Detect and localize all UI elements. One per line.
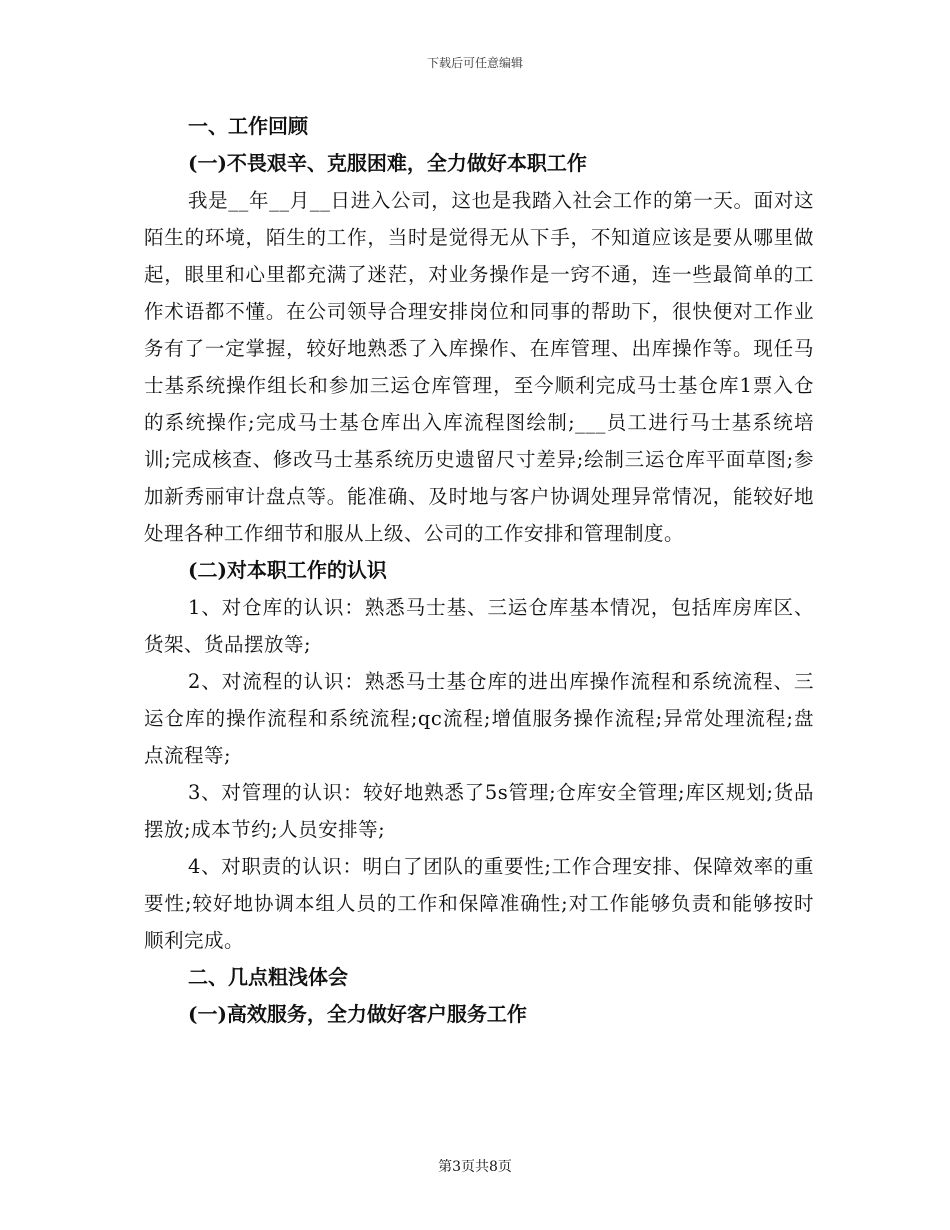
page-number: 第3页共8页 bbox=[438, 1159, 512, 1175]
document-body bbox=[144, 108, 814, 1033]
section-heading-work-review: 一、工作回顾 bbox=[188, 114, 308, 138]
paragraph-intro: 我是__年__月__日进入公司，这也是我踏入社会工作的第一天。面对这陌生的环境，陌生的工作，当时是觉得无从下手，不知道应该是要从哪里做起，眼里和心里都充满了迷茫，对业务操作是一窍不通，连一些最简单的工作术语都不懂。在公司领导合理安排岗位和同事的帮助下，很快便对工作业务有了一定掌握，较好地熟悉了入库操作、在库管理、出库操作等。现任马士基系统操作组长和参加三运仓库管理，至今顺利完成马士基仓库1票入仓的系统操作;完成马士基仓库出入库流程图绘制;___员工进行马士基系统培训;完成核查、修改马士基系统历史遗留尺寸差异;绘制三运仓库平面草图;参加新秀丽审计盘点等。能准确、及时地与客户协调处理异常情况，能较好地处理各种工作细节和服从上级、公司的工作安排和管理制度。 bbox=[144, 189, 814, 545]
paragraph-process-recognition: 2、对流程的认识：熟悉马士基仓库的进出库操作流程和系统流程、三运仓库的操作流程和系统流程;qc流程;增值服务操作流程;异常处理流程;盘点流程等; bbox=[144, 670, 814, 767]
paragraph-warehouse-recognition: 1、对仓库的认识：熟悉马士基、三运仓库基本情况，包括库房库区、货架、货品摆放等; bbox=[144, 596, 814, 656]
paragraph-duty-recognition: 4、对职责的认识：明白了团队的重要性;工作合理安排、保障效率的重要性;较好地协调本组人员的工作和保障准确性;对工作能够负责和能够按时顺利完成。 bbox=[144, 855, 814, 952]
section-heading-experience: 二、几点粗浅体会 bbox=[188, 965, 348, 989]
paragraph-management-recognition: 3、对管理的认识：较好地熟悉了5s管理;仓库安全管理;库区规划;货品摆放;成本节约;人员安排等; bbox=[144, 781, 814, 841]
page-header-note: 下载后可任意编辑 bbox=[426, 56, 523, 70]
subsection-heading-recognition: (二)对本职工作的认识 bbox=[188, 558, 387, 582]
subsection-heading-hardship: (一)不畏艰辛、克服困难，全力做好本职工作 bbox=[188, 151, 587, 175]
subsection-heading-service: (一)高效服务，全力做好客户服务工作 bbox=[188, 1002, 527, 1026]
